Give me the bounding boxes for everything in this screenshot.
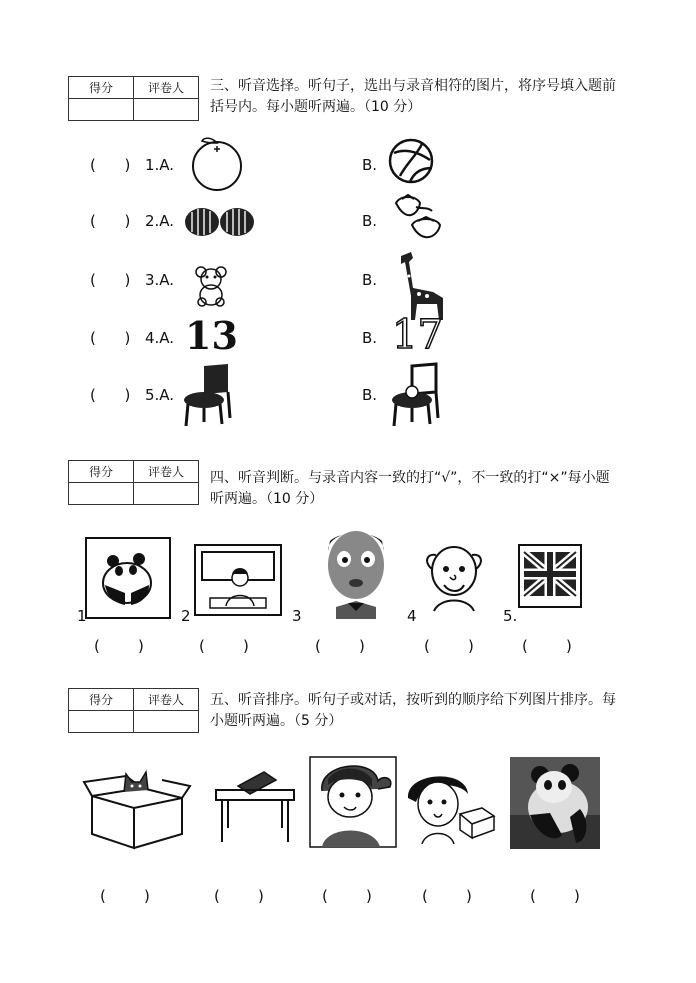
panda-photo-icon bbox=[510, 757, 600, 849]
q4-label: 4.A. bbox=[145, 329, 175, 347]
answer-paren-q5[interactable]: ( ) bbox=[90, 386, 131, 404]
grader-header: 评卷人 bbox=[134, 77, 199, 99]
score-table-s3 bbox=[68, 76, 199, 121]
watermelons-icon bbox=[184, 206, 256, 238]
q1-b-label: B. bbox=[362, 156, 378, 174]
item-3-number: 3 bbox=[292, 607, 302, 625]
girl-icon bbox=[308, 755, 398, 849]
number-13: 13 bbox=[185, 313, 238, 358]
grader-cell[interactable] bbox=[134, 711, 199, 733]
answer-paren-q3[interactable]: ( ) bbox=[90, 271, 131, 289]
score-header: 得分 bbox=[69, 77, 134, 99]
q3-label: 3.A. bbox=[145, 271, 175, 289]
score-table-s4 bbox=[68, 460, 199, 505]
answer-paren-s4-4[interactable]: ( ) bbox=[424, 637, 474, 655]
cat-in-box-icon bbox=[82, 768, 192, 850]
score-cell[interactable] bbox=[69, 711, 134, 733]
giraffe-icon bbox=[395, 250, 449, 316]
score-header: 得分 bbox=[69, 689, 134, 711]
strawberries-icon bbox=[390, 193, 448, 247]
grader-cell[interactable] bbox=[134, 483, 199, 505]
woman-with-box-icon bbox=[404, 768, 498, 848]
number-17: 17 bbox=[392, 312, 443, 358]
item-5-number: 5. bbox=[503, 607, 518, 625]
answer-paren-q2[interactable]: ( ) bbox=[90, 212, 131, 230]
grader-cell[interactable] bbox=[134, 99, 199, 121]
q3-b-label: B. bbox=[362, 271, 378, 289]
score-table-s5 bbox=[68, 688, 199, 733]
volleyball-icon bbox=[386, 138, 438, 184]
answer-paren-s4-1[interactable]: ( ) bbox=[94, 637, 144, 655]
panda-logo-icon bbox=[85, 537, 171, 619]
chair-with-ball-icon bbox=[390, 362, 444, 428]
uk-flag-icon bbox=[518, 544, 582, 608]
q1-label: 1.A. bbox=[145, 156, 175, 174]
q5-b-label: B. bbox=[362, 386, 378, 404]
item-2-number: 2 bbox=[181, 607, 191, 625]
answer-paren-s5-3[interactable]: ( ) bbox=[322, 887, 372, 905]
q2-label: 2.A. bbox=[145, 212, 175, 230]
teacher-icon bbox=[194, 544, 282, 616]
q2-b-label: B. bbox=[362, 212, 378, 230]
answer-paren-q4[interactable]: ( ) bbox=[90, 329, 131, 347]
q4-b-label: B. bbox=[362, 329, 378, 347]
answer-paren-s4-5[interactable]: ( ) bbox=[522, 637, 572, 655]
answer-paren-s4-2[interactable]: ( ) bbox=[199, 637, 249, 655]
book-on-desk-icon bbox=[214, 768, 296, 844]
answer-paren-s5-2[interactable]: ( ) bbox=[214, 887, 264, 905]
boy-face-icon bbox=[320, 521, 392, 619]
item-1-number: 1 bbox=[77, 607, 87, 625]
section-5-title: 五、听音排序。听句子或对话，按听到的顺序给下列图片排序。每小题听两遍。（5 分） bbox=[210, 692, 616, 729]
q5-label: 5.A. bbox=[145, 386, 175, 404]
answer-paren-s5-1[interactable]: ( ) bbox=[100, 887, 150, 905]
old-man-icon bbox=[420, 545, 488, 615]
score-header: 得分 bbox=[69, 461, 134, 483]
answer-paren-s4-3[interactable]: ( ) bbox=[315, 637, 365, 655]
chair-icon bbox=[182, 362, 236, 428]
section-4-title: 四、听音判断。与录音内容一致的打“√”，不一致的打“×”每小题听两遍。（10 分） bbox=[210, 470, 610, 507]
section-3-title: 三、听音选择。听句子，选出与录音相符的图片，将序号填入题前括号内。每小题听两遍。（10 分） bbox=[210, 78, 616, 115]
teddy-bear-icon bbox=[193, 265, 231, 307]
score-cell[interactable] bbox=[69, 99, 134, 121]
grader-header: 评卷人 bbox=[134, 461, 199, 483]
score-cell[interactable] bbox=[69, 483, 134, 505]
grader-header: 评卷人 bbox=[134, 689, 199, 711]
orange-icon bbox=[190, 133, 246, 191]
answer-paren-s5-4[interactable]: ( ) bbox=[422, 887, 472, 905]
answer-paren-s5-5[interactable]: ( ) bbox=[530, 887, 580, 905]
item-4-number: 4 bbox=[407, 607, 417, 625]
answer-paren-q1[interactable]: ( ) bbox=[90, 156, 131, 174]
